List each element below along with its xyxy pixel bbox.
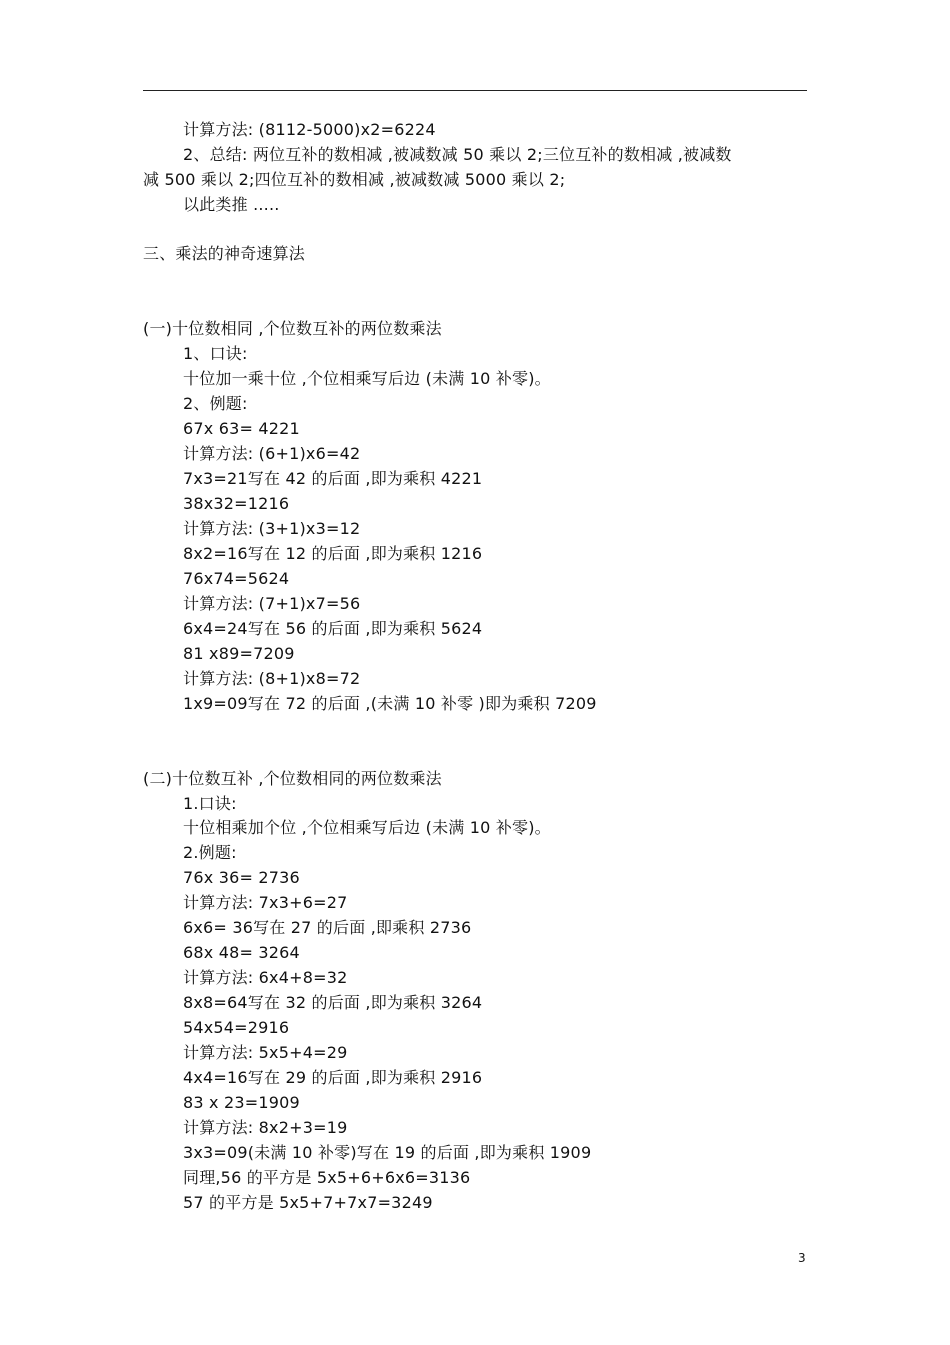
text-line: 54x54=2916	[183, 1018, 290, 1037]
text-line: 十位加一乘十位 ,个位相乘写后边 (未满 10 补零)。	[183, 369, 551, 388]
text-line: 76x 36= 2736	[183, 868, 300, 887]
text-line: 同理,56 的平方是 5x5+6+6x6=3136	[183, 1168, 471, 1187]
text-line: 计算方法: 7x3+6=27	[183, 893, 348, 912]
text-line: 十位相乘加个位 ,个位相乘写后边 (未满 10 补零)。	[183, 818, 551, 837]
text-line: 3x3=09(未满 10 补零)写在 19 的后面 ,即为乘积 1909	[183, 1143, 592, 1162]
text-line: 57 的平方是 5x5+7+7x7=3249	[183, 1193, 433, 1212]
text-line: 减 500 乘以 2;四位互补的数相减 ,被减数减 5000 乘以 2;	[143, 170, 566, 189]
text-line: 1.口诀:	[183, 794, 237, 813]
text-line: 2、例题:	[183, 394, 248, 413]
page-number: 3	[798, 1251, 806, 1265]
text-line: 计算方法: 5x5+4=29	[183, 1043, 348, 1062]
text-line: 68x 48= 3264	[183, 943, 300, 962]
text-line: 以此类推 .....	[183, 195, 280, 214]
text-line: 67x 63= 4221	[183, 419, 300, 438]
subsection-heading: (二)十位数互补 ,个位数相同的两位数乘法	[143, 769, 442, 788]
section-heading: 三、乘法的神奇速算法	[143, 244, 306, 263]
text-line: 81 x89=7209	[183, 644, 295, 663]
text-line: 计算方法: (8+1)x8=72	[183, 669, 361, 688]
text-line: 2.例题:	[183, 843, 237, 862]
text-line: 计算方法: (3+1)x3=12	[183, 519, 361, 538]
subsection-heading: (一)十位数相同 ,个位数互补的两位数乘法	[143, 319, 442, 338]
text-line: 1、口诀:	[183, 344, 248, 363]
text-line: 计算方法: (8112-5000)x2=6224	[183, 120, 436, 139]
text-line: 计算方法: (7+1)x7=56	[183, 594, 361, 613]
text-line: 7x3=21写在 42 的后面 ,即为乘积 4221	[183, 469, 483, 488]
text-line: 83 x 23=1909	[183, 1093, 300, 1112]
header-rule	[143, 90, 807, 91]
text-line: 38x32=1216	[183, 494, 290, 513]
text-line: 计算方法: 6x4+8=32	[183, 968, 348, 987]
text-line: 8x8=64写在 32 的后面 ,即为乘积 3264	[183, 993, 483, 1012]
text-line: 76x74=5624	[183, 569, 290, 588]
text-line: 6x6= 36写在 27 的后面 ,即乘积 2736	[183, 918, 472, 937]
text-line: 2、总结: 两位互补的数相减 ,被减数减 50 乘以 2;三位互补的数相减 ,被减数	[183, 145, 732, 164]
text-line: 4x4=16写在 29 的后面 ,即为乘积 2916	[183, 1068, 483, 1087]
text-line: 计算方法: (6+1)x6=42	[183, 444, 361, 463]
text-line: 1x9=09写在 72 的后面 ,(未满 10 补零 )即为乘积 7209	[183, 694, 597, 713]
text-line: 8x2=16写在 12 的后面 ,即为乘积 1216	[183, 544, 483, 563]
text-line: 6x4=24写在 56 的后面 ,即为乘积 5624	[183, 619, 483, 638]
text-line: 计算方法: 8x2+3=19	[183, 1118, 348, 1137]
